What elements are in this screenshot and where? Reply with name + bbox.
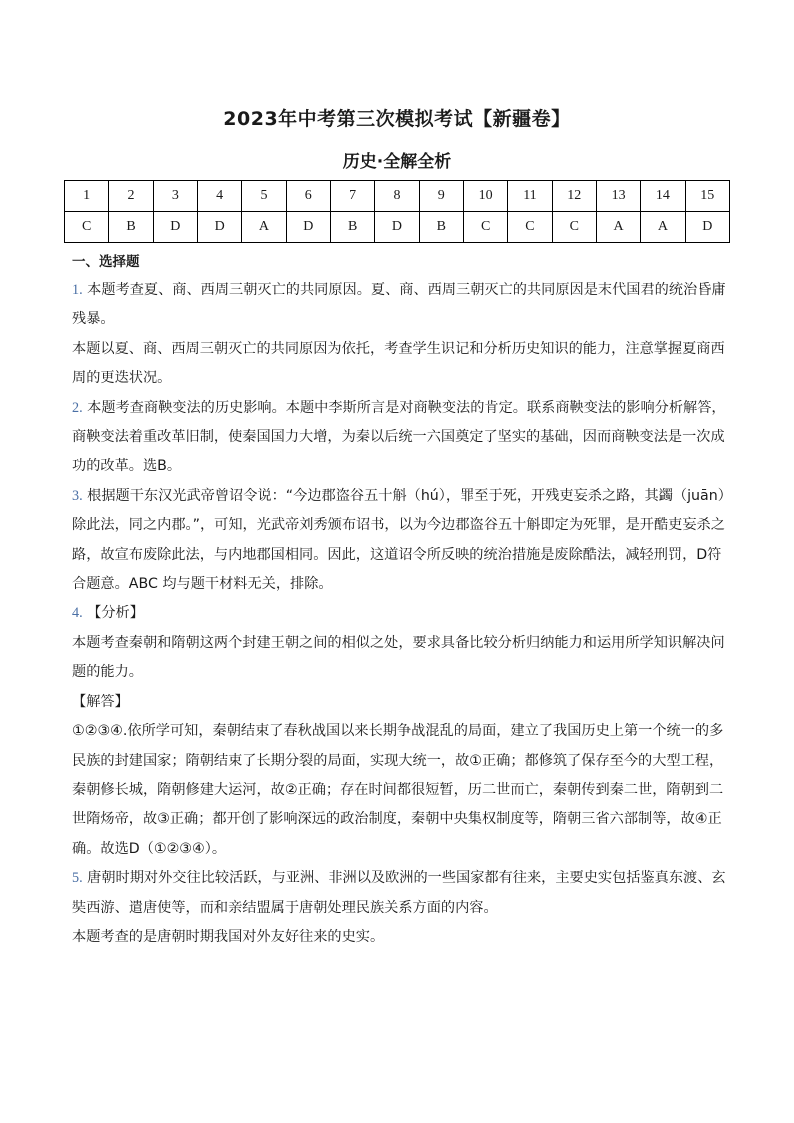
section-heading: 一、选择题 — [72, 254, 140, 270]
answer-cell: D — [286, 212, 330, 243]
answer-cell: C — [552, 212, 596, 243]
q3-paragraph — [72, 482, 726, 600]
answer-table-answer-row — [65, 212, 730, 243]
q4-number: 4. — [72, 605, 83, 622]
answer-cell: C — [463, 212, 507, 243]
answer-cell: C — [65, 212, 109, 243]
q5-note: 本题考查的是唐朝时期我国对外友好往来的史实。 — [72, 928, 385, 945]
answer-cell: D — [375, 212, 419, 243]
page-title: 2023年中考第三次模拟考试【新疆卷】 — [223, 108, 571, 130]
question-number-cell: 4 — [197, 181, 241, 212]
answer-cell: D — [197, 212, 241, 243]
answer-cell: A — [596, 212, 640, 243]
question-number-cell: 14 — [641, 181, 685, 212]
q4-solution-label: 【解答】 — [72, 693, 129, 710]
question-number-cell: 12 — [552, 181, 596, 212]
q5-text: 唐朝时期对外交往比较活跃，与亚洲、非洲以及欧洲的一些国家都有往来，主要史实包括鉴真东渡、玄奘西游、遣唐使等，而和亲结盟属于唐朝处理民族关系方面的内容。 — [72, 870, 726, 916]
answer-cell: A — [641, 212, 685, 243]
answer-cell: B — [109, 212, 153, 243]
answer-cell: C — [508, 212, 552, 243]
q5-paragraph — [72, 864, 726, 923]
q2-text: 本题考查商鞅变法的历史影响。本题中李斯所言是对商鞅变法的肯定。联系商鞅变法的影响分析解答，商鞅变法着重改革旧制，使秦国国力大增，为秦以后统一六国奠定了坚实的基础，因而商鞅变法是一次成功的改革。选B。 — [72, 399, 726, 475]
explanations — [72, 250, 726, 952]
answer-cell: A — [242, 212, 286, 243]
question-number-cell: 6 — [286, 181, 330, 212]
q3-text: 根据题干东汉光武帝曾诏令说：“今边郡盗谷五十斛（hú），罪至于死，开残吏妄杀之路，其蠲（juān）除此法，同之内郡。”，可知，光武帝刘秀颁布诏书，以为今边郡盗谷五十斛即定为死罪，是开酷吏妄杀之路，故宣布废除此法，与内地郡国相同。因此，这道诏令所反映的统治措施是废除酷法，减轻刑罚，D符合题意。ABC 均与题干材料无关，排除。 — [72, 487, 725, 593]
answer-cell: D — [685, 212, 729, 243]
q4-analysis-label: 【分析】 — [82, 605, 144, 622]
q3-number: 3. — [72, 487, 83, 504]
question-number-cell: 5 — [242, 181, 286, 212]
question-number-cell: 1 — [65, 181, 109, 212]
question-number-cell: 8 — [375, 181, 419, 212]
q1-number: 1. — [72, 282, 83, 298]
question-number-cell: 11 — [508, 181, 552, 212]
answer-table — [64, 180, 730, 243]
q2-number: 2. — [72, 399, 83, 416]
question-number-cell: 2 — [109, 181, 153, 212]
q5-number: 5. — [72, 870, 83, 887]
q4-paragraph — [72, 599, 726, 628]
question-number-cell: 9 — [419, 181, 463, 212]
page-subtitle: 历史·全解全析 — [342, 152, 452, 172]
question-number-cell: 10 — [463, 181, 507, 212]
q2-paragraph — [72, 394, 726, 482]
q4-analysis: 本题考查秦朝和隋朝这两个封建王朝之间的相似之处，要求具备比较分析归纳能力和运用所学知识解决问题的能力。 — [72, 634, 725, 681]
question-number-cell: 13 — [596, 181, 640, 212]
answer-cell: D — [153, 212, 197, 243]
question-number-cell: 15 — [685, 181, 729, 212]
question-number-cell: 7 — [330, 181, 374, 212]
q1-text: 本题考查夏、商、西周三朝灭亡的共同原因。夏、商、西周三朝灭亡的共同原因是末代国君的统治昏庸残暴。 — [72, 282, 726, 328]
answer-cell: B — [330, 212, 374, 243]
answer-table-number-row — [65, 181, 730, 212]
q1-note: 本题以夏、商、西周三朝灭亡的共同原因为依托，考查学生识记和分析历史知识的能力，注意掌握夏商西周的更迭状况。 — [72, 340, 725, 387]
q1-paragraph — [72, 276, 726, 335]
answer-cell: B — [419, 212, 463, 243]
question-number-cell: 3 — [153, 181, 197, 212]
q4-solution: ①②③④.依所学可知，秦朝结束了春秋战国以来长期争战混乱的局面，建立了我国历史上第一个统一的多民族的封建国家；隋朝结束了长期分裂的局面，实现大统一，故①正确；都修筑了保存至今的大型工程，秦朝修长城，隋朝修建大运河，故②正确；存在时间都很短暂，历二世而亡，秦朝传到秦二世，隋朝到二世隋炀帝，故③正确；都开创了影响深远的政治制度，秦朝中央集权制度等，隋朝三省六部制等，故④正确。故选D（①②③④）。 — [72, 723, 724, 857]
